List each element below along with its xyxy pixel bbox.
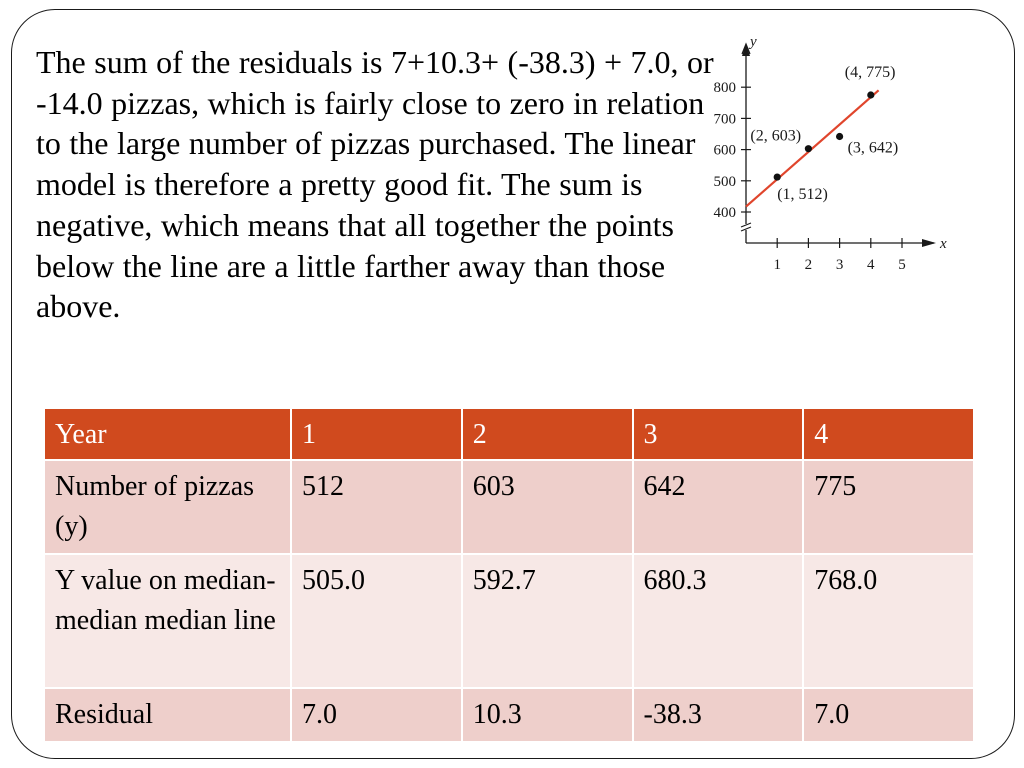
table-cell: 512 xyxy=(291,460,462,554)
axis-break-mark xyxy=(741,223,751,231)
y-tick-label: 600 xyxy=(713,142,736,159)
row-label: Number of pizzas (y) xyxy=(44,460,291,554)
y-tick-label: 400 xyxy=(713,205,736,221)
point-label: (3, 642) xyxy=(847,139,899,157)
y-tick-label: 800 xyxy=(713,80,736,97)
scatter-chart xyxy=(690,30,970,290)
table-cell: 680.3 xyxy=(633,554,804,688)
table-cell: 603 xyxy=(462,460,633,554)
data-point xyxy=(836,133,843,140)
x-tick-label: 1 xyxy=(773,257,781,273)
row-label: Residual xyxy=(44,688,291,742)
x-tick-label: 5 xyxy=(898,257,906,273)
table-cell: 775 xyxy=(803,460,974,554)
table-cell: 642 xyxy=(633,460,804,554)
y-tick-label: 700 xyxy=(713,111,736,128)
data-point xyxy=(774,173,781,180)
x-axis-arrow xyxy=(922,239,936,247)
x-tick-label: 4 xyxy=(867,257,875,273)
table-cell: 10.3 xyxy=(462,688,633,742)
row-label: Y value on median-median median line xyxy=(44,554,291,688)
x-tick-label: 2 xyxy=(804,257,813,273)
table-row-pizzas xyxy=(44,460,974,554)
table-cell: 7.0 xyxy=(803,688,974,742)
body-paragraph: The sum of the residuals is 7+10.3+ (-38.3) + 7.0, or -14.0 pizzas, which is fairly close to zero in relation to the large number of pizzas purchased. The linear model is therefore a pretty good fit. The sum is negative, which means that all together the points below the line are a little farther away than those above. xyxy=(36,44,714,325)
header-cell-4: 4 xyxy=(803,408,974,460)
y-tick-label: 500 xyxy=(713,173,736,190)
table-header-row xyxy=(44,408,974,460)
y-axis-label: y xyxy=(750,34,757,50)
header-cell-3: 3 xyxy=(633,408,804,460)
point-label: (1, 512) xyxy=(777,186,828,204)
residuals-table xyxy=(43,407,975,743)
table-row-median-line xyxy=(44,554,974,688)
table-cell: 768.0 xyxy=(803,554,974,688)
table-row-residual xyxy=(44,688,974,742)
table-cell: 505.0 xyxy=(291,554,462,688)
point-label: (4, 775) xyxy=(844,64,896,81)
header-cell-1: 1 xyxy=(291,408,462,460)
table-cell: -38.3 xyxy=(633,688,804,742)
header-cell-year: Year xyxy=(44,408,291,460)
x-tick-label: 3 xyxy=(835,257,844,273)
header-cell-2: 2 xyxy=(462,408,633,460)
data-point xyxy=(867,91,874,98)
data-point xyxy=(805,145,812,152)
point-label: (2, 603) xyxy=(750,127,802,145)
x-axis-label: x xyxy=(940,236,947,252)
table-cell: 592.7 xyxy=(462,554,633,688)
table-cell: 7.0 xyxy=(291,688,462,742)
